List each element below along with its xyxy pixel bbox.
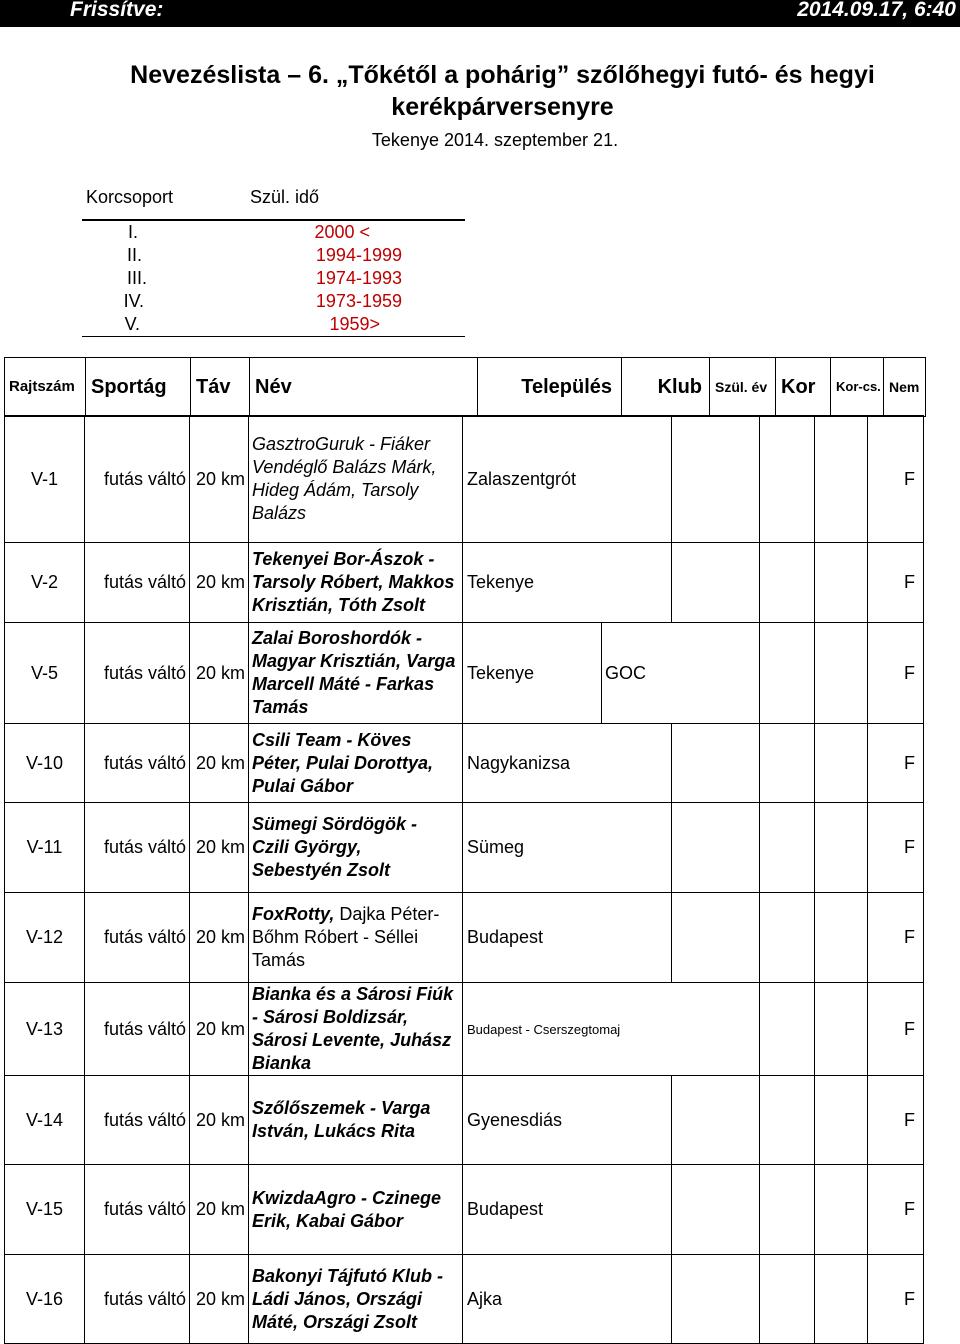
- entry-id: V-11: [5, 803, 85, 893]
- entry-name: [249, 1255, 463, 1344]
- entry-name-line: Tamás: [252, 950, 306, 970]
- table-row: [5, 543, 924, 623]
- col-korcs: Kor-cs.: [830, 358, 884, 416]
- table-row: [5, 623, 924, 724]
- entry-name-line: Zalai Boroshordók -: [252, 628, 423, 648]
- entry-name-line: KwizdaAgro - Czinege: [252, 1187, 442, 1208]
- entry-name: [249, 1165, 463, 1255]
- entry-name: [249, 983, 463, 1076]
- entry-distance: 20 km: [190, 1076, 249, 1165]
- entry-id: V-2: [5, 543, 85, 623]
- entry-name-line: GasztroGuruk - Fiáker: [252, 434, 431, 454]
- entry-sport: futás váltó: [85, 623, 190, 724]
- entry-id: V-16: [5, 1255, 85, 1344]
- entry-sport: futás váltó: [85, 543, 190, 623]
- entry-distance: 20 km: [190, 1255, 249, 1344]
- entry-name-line: Czili György,: [252, 837, 362, 857]
- table-row: [5, 893, 924, 983]
- birth-header: Szül. idő: [250, 187, 320, 207]
- entry-id: V-1: [5, 416, 85, 543]
- entry-distance: 20 km: [190, 803, 249, 893]
- category-row: [0, 314, 400, 336]
- category-bottom-line: [82, 336, 465, 337]
- category-header: Korcsoport: [86, 187, 174, 207]
- entry-name-line: Erik, Kabai Gábor: [252, 1210, 404, 1231]
- entry-name-line: Pulai Gábor: [252, 775, 354, 796]
- table-row: [5, 1165, 924, 1255]
- entry-id: V-12: [5, 893, 85, 983]
- entry-name-line: Szőlőszemek - Varga: [252, 1098, 431, 1118]
- col-kor: Kor: [775, 358, 831, 416]
- entry-sex: F: [868, 983, 924, 1076]
- entry-sex: F: [868, 803, 924, 893]
- update-bar: [0, 0, 960, 27]
- entry-sport: futás váltó: [85, 983, 190, 1076]
- entry-name-line: Hideg Ádám, Tarsoly: [252, 480, 419, 500]
- entry-city: Budapest: [463, 893, 672, 983]
- entry-name-line: [252, 903, 462, 926]
- entry-city: Gyenesdiás: [463, 1076, 672, 1165]
- entry-name: [249, 724, 463, 803]
- entry-sport: futás váltó: [85, 1255, 190, 1344]
- table-row: [5, 724, 924, 803]
- entries-table: [4, 415, 924, 1344]
- entry-sex: F: [868, 1165, 924, 1255]
- entry-name-line: Csili Team - Köves: [252, 729, 412, 750]
- col-sportag: Sportág: [85, 358, 190, 416]
- entry-name-line: Marcell Máté - Farkas: [252, 674, 435, 694]
- entry-name-line: Balázs: [252, 503, 307, 523]
- entry-id: V-15: [5, 1165, 85, 1255]
- table-row: [5, 416, 924, 543]
- entry-sex: F: [868, 1076, 924, 1165]
- category-divider: [82, 219, 465, 221]
- entry-sport: futás váltó: [85, 1076, 190, 1165]
- category-group: V.: [124, 314, 140, 334]
- table-row: [5, 803, 924, 893]
- entry-city: Sümeg: [463, 803, 672, 893]
- entry-name-line: Bőhm Róbert - Séllei: [252, 927, 419, 947]
- entry-city: Tekenye: [463, 543, 672, 623]
- entry-city: Zalaszentgrót: [463, 416, 672, 543]
- updated-label: Frissítve:: [70, 0, 164, 21]
- col-klub: Klub: [621, 358, 710, 416]
- entry-distance: 20 km: [190, 724, 249, 803]
- entry-name-line: Bakonyi Tájfutó Klub -: [252, 1265, 443, 1286]
- category-row: [0, 222, 400, 244]
- category-group: I.: [127, 222, 138, 242]
- entry-city: Budapest - Cserszegtomaj: [463, 983, 760, 1076]
- entry-city: Budapest: [463, 1165, 672, 1255]
- entry-name-members: Dajka Péter-: [334, 904, 440, 924]
- entry-distance: 20 km: [190, 543, 249, 623]
- table-header: [4, 357, 926, 417]
- entry-sex: F: [868, 724, 924, 803]
- entry-sport: futás váltó: [85, 724, 190, 803]
- entry-name: [249, 893, 463, 983]
- page-subtitle: Tekenye 2014. szeptember 21.: [371, 130, 619, 150]
- entry-club: GOC: [602, 623, 760, 724]
- entry-name-team: FoxRotty,: [252, 904, 335, 924]
- entry-sex: F: [868, 623, 924, 724]
- col-telepules: Település: [477, 358, 622, 416]
- entry-distance: 20 km: [190, 623, 249, 724]
- entry-name: [249, 803, 463, 893]
- table-row: [5, 1076, 924, 1165]
- category-years: 1973-1959: [315, 291, 402, 311]
- entry-sport: futás váltó: [85, 416, 190, 543]
- entry-name: [249, 543, 463, 623]
- entry-name-line: Bianka és a Sárosi Fiúk: [252, 984, 454, 1004]
- entry-name-line: Magyar Krisztián, Varga: [252, 651, 456, 671]
- entry-distance: 20 km: [190, 416, 249, 543]
- category-years: 1994-1999: [315, 245, 402, 265]
- col-rajtszam: Rajtszám: [9, 378, 75, 395]
- updated-timestamp: 2014.09.17, 6:40: [797, 0, 956, 21]
- category-years: 2000 <: [314, 222, 370, 242]
- col-tav: Táv: [190, 358, 250, 416]
- category-group: II.: [126, 245, 142, 265]
- entry-name-line: Sümegi Sördögök -: [252, 814, 418, 834]
- category-row: [0, 291, 400, 313]
- entry-sex: F: [868, 1255, 924, 1344]
- category-group: III.: [126, 268, 147, 288]
- page-title-line1: Nevezéslista – 6. „Tőkétől a pohárig” szőlőhegyi futó- és hegyi: [130, 61, 875, 89]
- entry-name-line: István, Lukács Rita: [252, 1121, 416, 1141]
- entry-name-line: Ládi János, Országi: [252, 1288, 423, 1309]
- category-years: 1959>: [329, 314, 380, 334]
- entry-id: V-13: [5, 983, 85, 1076]
- entry-name: [249, 623, 463, 724]
- entry-name: [249, 416, 463, 543]
- entry-distance: 20 km: [190, 893, 249, 983]
- category-years: 1974-1993: [315, 268, 402, 288]
- entry-sex: F: [868, 893, 924, 983]
- col-szul-ev: Szül. év: [709, 358, 776, 416]
- entry-name-line: Péter, Pulai Dorottya,: [252, 752, 434, 773]
- entry-name-line: Vendéglő Balázs Márk,: [252, 457, 437, 477]
- entry-id: V-10: [5, 724, 85, 803]
- col-nev: Név: [249, 358, 478, 416]
- category-group: IV.: [123, 291, 144, 311]
- entry-city: Ajka: [463, 1255, 672, 1344]
- entry-name-line: Sebestyén Zsolt: [252, 860, 391, 880]
- col-nem: Nem: [883, 358, 926, 416]
- entry-sport: futás váltó: [85, 893, 190, 983]
- category-row: [0, 268, 400, 290]
- table-row: [5, 1255, 924, 1344]
- category-row: [0, 245, 400, 267]
- entry-sex: F: [868, 416, 924, 543]
- entry-sex: F: [868, 543, 924, 623]
- entry-name-line: Tekenyei Bor-Ászok -: [252, 549, 435, 569]
- entry-name-line: Krisztián, Tóth Zsolt: [252, 595, 425, 615]
- entry-name-line: Sárosi Levente, Juhász: [252, 1030, 452, 1050]
- entry-name: [249, 1076, 463, 1165]
- entry-name-line: Tarsoly Róbert, Makkos: [252, 572, 455, 592]
- entry-city: Nagykanizsa: [463, 724, 672, 803]
- table-row: [5, 983, 924, 1076]
- page-title-line2: kerékpárversenyre: [391, 93, 614, 121]
- entry-name-line: Bianka: [252, 1053, 312, 1073]
- entry-sport: futás váltó: [85, 803, 190, 893]
- entry-city: Tekenye: [463, 623, 602, 724]
- entry-name-line: Tamás: [252, 697, 309, 717]
- entry-name-line: - Sárosi Boldizsár,: [252, 1007, 409, 1027]
- entry-id: V-14: [5, 1076, 85, 1165]
- entry-distance: 20 km: [190, 983, 249, 1076]
- entry-name-line: Máté, Országi Zsolt: [252, 1311, 418, 1332]
- entry-distance: 20 km: [190, 1165, 249, 1255]
- entry-id: V-5: [5, 623, 85, 724]
- entry-sport: futás váltó: [85, 1165, 190, 1255]
